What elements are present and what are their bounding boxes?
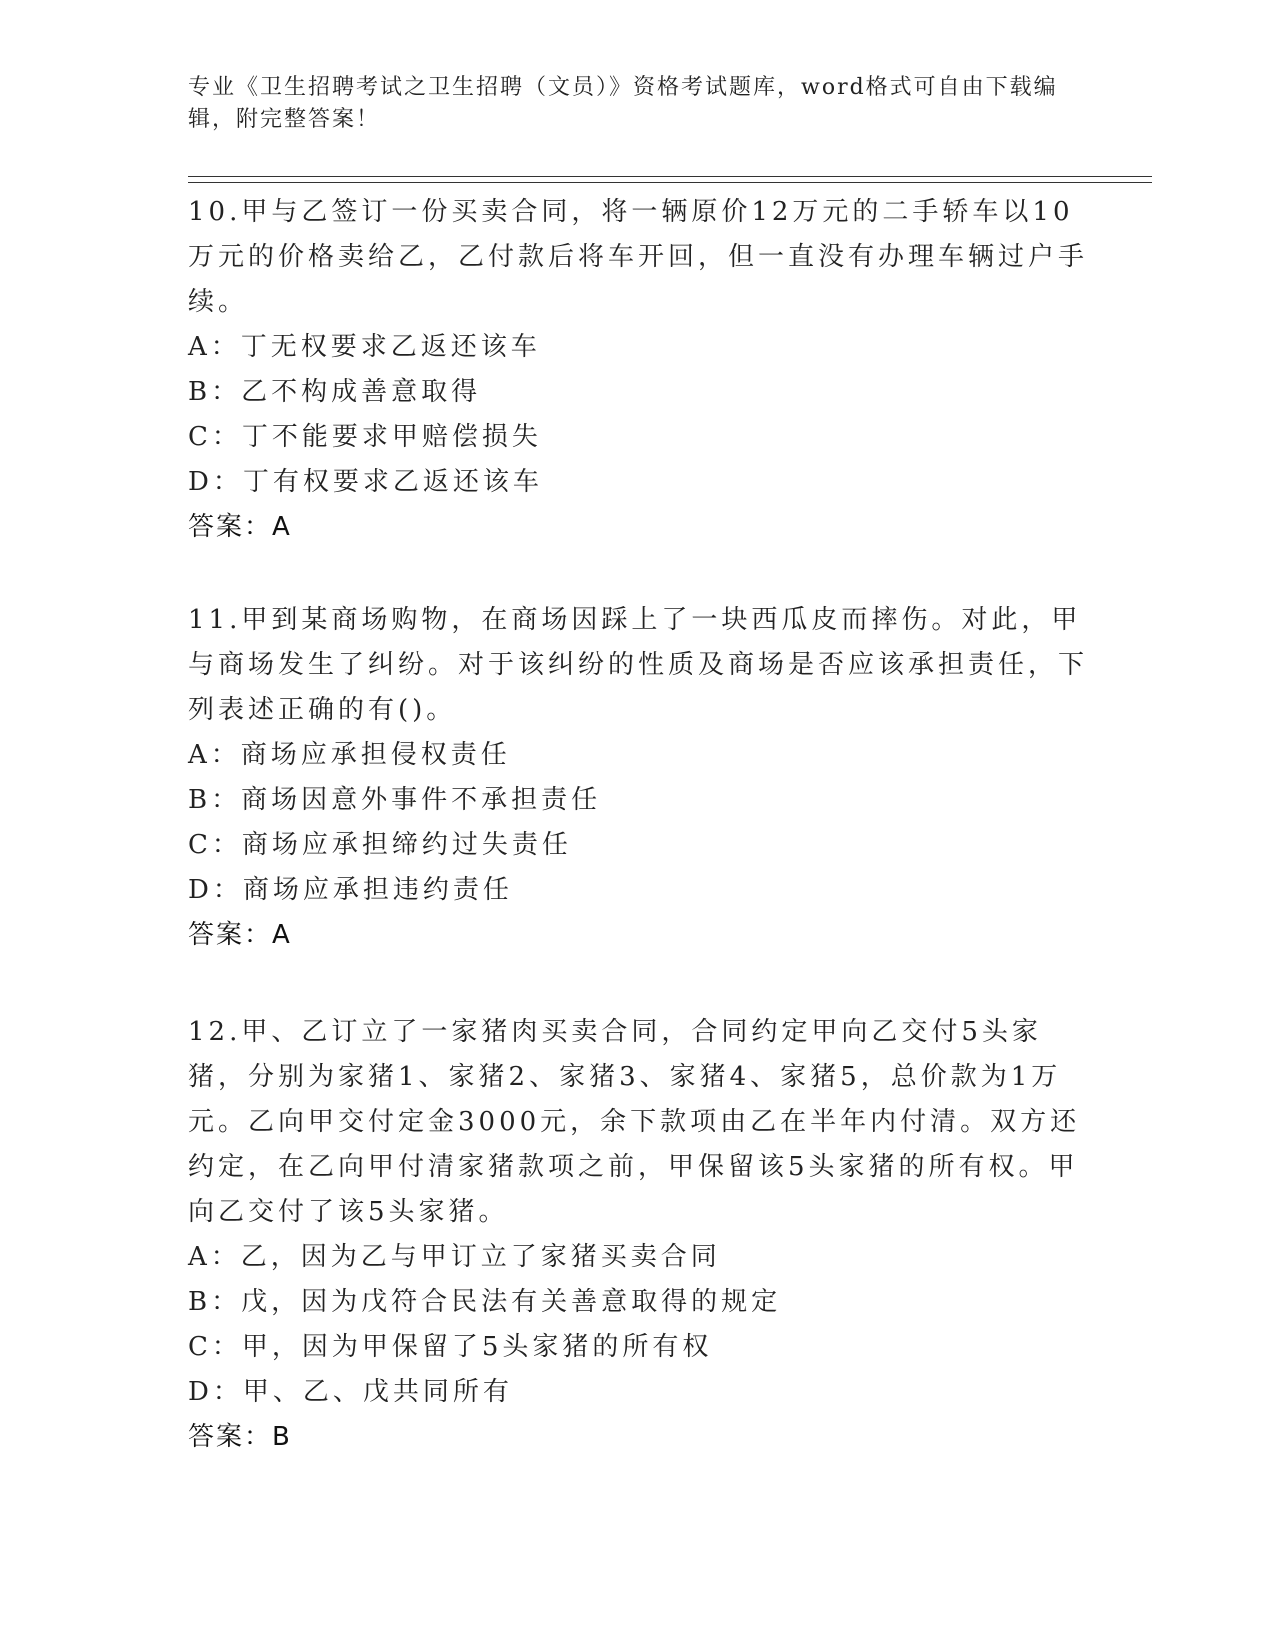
option-b: B：乙不构成善意取得 (188, 377, 482, 407)
option-d: D：商场应承担违约责任 (188, 875, 513, 905)
question-stem: 10.甲与乙签订一份买卖合同，将一辆原价12万元的二手轿车以10万元的价格卖给乙，乙付款后将车开回，但一直没有办理车辆过户手续。 (188, 197, 1089, 317)
header-divider-bottom (188, 182, 1152, 183)
option-b: B：商场因意外事件不承担责任 (188, 785, 602, 815)
option-a: A：商场应承担侵权责任 (188, 740, 511, 770)
question-stem: 12.甲、乙订立了一家猪肉买卖合同，合同约定甲向乙交付5头家猪，分别为家猪1、家猪2、家猪3、家猪4、家猪5，总价款为1万元。乙向甲交付定金3000元，余下款项由乙在半年内付清。双方还约定，在乙向甲付清家猪款项之前，甲保留该5头家猪的所有权。甲向乙交付了该5头家猪。 (188, 1017, 1081, 1227)
header-divider-top (188, 176, 1152, 177)
option-d: D：丁有权要求乙返还该车 (188, 467, 543, 497)
option-c: C：商场应承担缔约过失责任 (188, 830, 572, 860)
option-a: A：乙，因为乙与甲订立了家猪买卖合同 (188, 1242, 721, 1272)
question-11 (188, 598, 1088, 958)
answer-line: 答案：A (188, 920, 292, 950)
document-header: 专业《卫生招聘考试之卫生招聘（文员）》资格考试题库，word格式可自由下载编辑，附完整答案！ (188, 75, 1058, 132)
option-b: B：戊，因为戊符合民法有关善意取得的规定 (188, 1287, 782, 1317)
option-d: D：甲、乙、戊共同所有 (188, 1377, 513, 1407)
question-12 (188, 1010, 1088, 1460)
option-a: A：丁无权要求乙返还该车 (188, 332, 541, 362)
option-c: C：甲，因为甲保留了5头家猪的所有权 (188, 1332, 713, 1362)
answer-line: 答案：B (188, 1422, 292, 1452)
question-stem: 11.甲到某商场购物，在商场因踩上了一块西瓜皮而摔伤。对此，甲与商场发生了纠纷。对于该纠纷的性质及商场是否应该承担责任，下列表述正确的有()。 (188, 605, 1089, 725)
answer-line: 答案：A (188, 512, 292, 542)
option-c: C：丁不能要求甲赔偿损失 (188, 422, 542, 452)
question-10 (188, 190, 1088, 550)
